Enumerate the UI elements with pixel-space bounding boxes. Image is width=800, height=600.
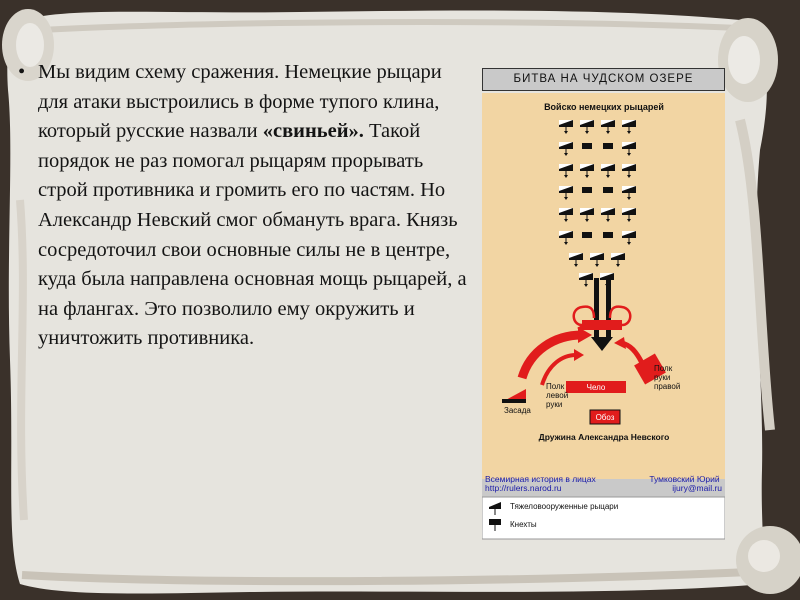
credit-right: Тумковский Юрий ijury@mail.ru [649, 474, 722, 493]
paragraph-text-end: Такой порядок не раз помогал рыцарям прорывать строй противника и громить его по частям. Но Александр Невский смог обмануть врага. Князь сосредоточил свои основные силы не в центре, куда была направлена основная мощь рыцарей, а на флангах. Это позволило ему окружить и уничтожить противника. [38, 120, 467, 350]
paragraph [38, 58, 468, 354]
druzhina-label: Дружина Александра Невского [538, 432, 670, 442]
legend-bollards-label: Кнехты [510, 520, 537, 529]
bollard-mark [603, 187, 613, 193]
bollard-mark [582, 143, 592, 149]
legend-knights-label: Тяжеловооруженные рыцари [510, 502, 619, 511]
map-diagram [482, 91, 725, 564]
center-block [582, 320, 622, 330]
baggage-label: Обоз [595, 413, 615, 422]
credit-left: Всемирная история в лицах http://rulers.narod.ru [485, 474, 596, 493]
paragraph-text-start: Мы видим схему сражения. Немецкие рыцари для атаки выстроились в форме тупого клина, который русские назвали [38, 61, 442, 143]
slide-text [18, 58, 468, 354]
ambush-label: Засада [504, 406, 531, 415]
left-regiment-label: Полк левой руки [546, 382, 569, 409]
bullet-marker: • [18, 61, 26, 83]
bollard-symbol-icon [489, 519, 501, 525]
battle-map [482, 68, 725, 537]
paragraph-bold-term: «свиньей». [262, 120, 364, 143]
bollard-mark [582, 232, 592, 238]
german-army-label: Войско немецких рыцарей [544, 102, 664, 112]
center-label: Чело [586, 383, 606, 392]
bollard-mark [603, 232, 613, 238]
bollard-mark [603, 143, 613, 149]
center-front [566, 381, 626, 393]
bollard-mark [582, 187, 592, 193]
right-regiment-label: Полк руки правой [654, 364, 681, 391]
baggage [590, 410, 620, 424]
map-title: БИТВА НА ЧУДСКОМ ОЗЕРЕ [482, 68, 725, 91]
